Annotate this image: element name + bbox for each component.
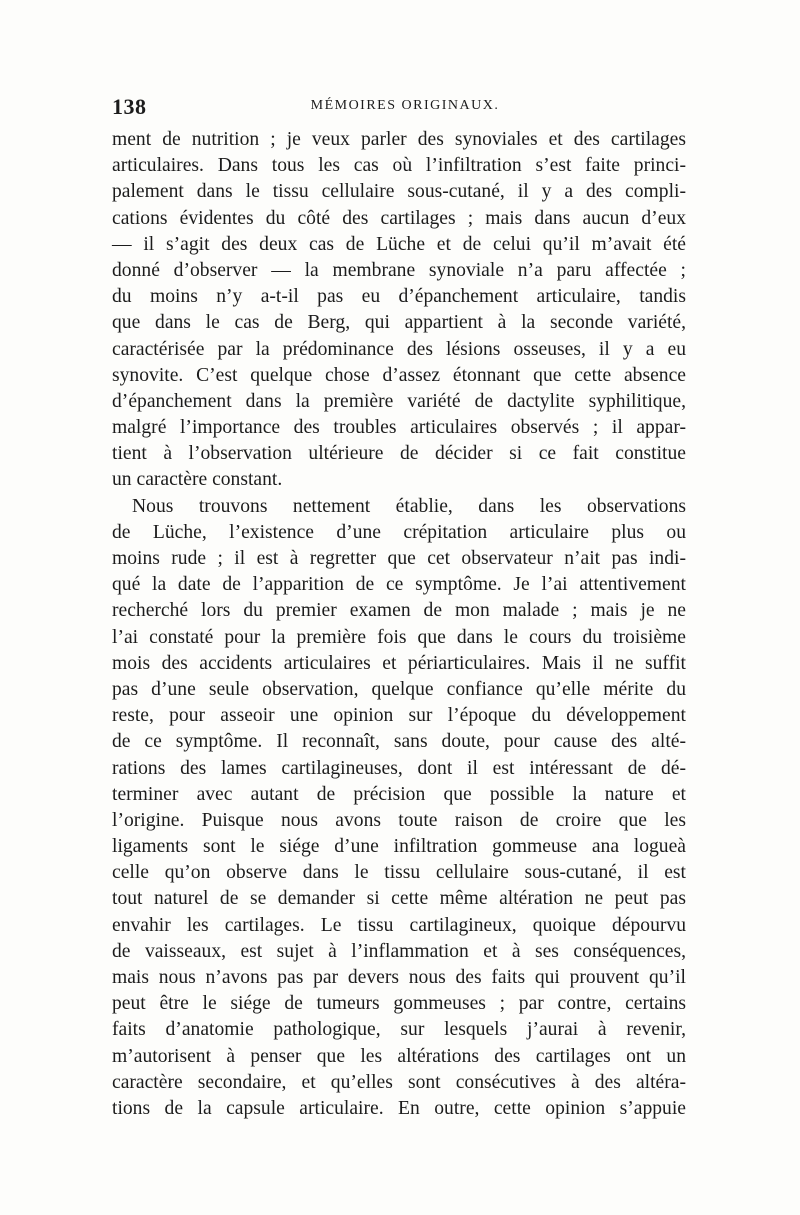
text-line: de vaisseaux, est sujet à l’inflammation et à ses conséquences, [112,940,686,962]
text-line: cations évidentes du côté des cartilages ; mais dans aucun d’eux [112,207,686,229]
text-line: pas d’une seule observation, quelque confiance qu’elle mérite du [112,678,686,700]
text-line: synovite. C’est quelque chose d’assez étonnant que cette absence [112,364,686,386]
text-line: tout naturel de se demander si cette même altération ne peut pas [112,888,686,910]
text-line: faits d’anatomie pathologique, sur lesquels j’aurai à revenir, [112,1019,686,1041]
text-line: du moins n’y a-t-il pas eu d’épanchement articulaire, tandis [112,286,686,308]
text-line: moins rude ; il est à regretter que cet observateur n’ait pas indi- [112,548,686,569]
text-line: — il s’agit des deux cas de Lüche et de celui qu’il m’avait été [112,233,686,255]
text-line: celle qu’on observe dans le tissu cellulaire sous-cutané, il est [112,862,686,884]
text-line: de ce symptôme. Il reconnaît, sans doute, pour cause des alté- [112,731,686,753]
text-line: ment de nutrition ; je veux parler des synoviales et des cartilages [112,129,686,150]
text-line-paragraph-end: un caractère constant. [112,469,283,491]
page-number: 138 [112,94,147,119]
text-line: de Lüche, l’existence d’une crépitation articulaire plus ou [112,521,686,543]
text-line: d’épanchement dans la première variété de dactylite syphilitique, [112,390,686,412]
text-line: caractérisée par la prédominance des lésions osseuses, il y a eu [112,338,686,360]
text-line: reste, pour asseoir une opinion sur l’époque du développement [112,705,686,727]
text-line: caractère secondaire, et qu’elles sont consécutives à des altéra- [112,1071,686,1093]
text-line: recherché lors du premier examen de mon malade ; mais je ne [112,600,686,622]
text-line: qué la date de l’apparition de ce symptôme. Je l’ai attentivement [112,574,686,596]
text-line: peut être le siége de tumeurs gommeuses ; par contre, certains [112,993,686,1015]
text-line: envahir les cartilages. Le tissu cartilagineux, quoique dépourvu [112,914,686,936]
text-line: palement dans le tissu cellulaire sous-cutané, il y a des compli- [112,181,686,203]
text-line: tions de la capsule articulaire. En outre, cette opinion s’appuie [112,1097,686,1119]
text-line: rations des lames cartilagineuses, dont il est intéressant de dé- [112,757,686,779]
body-text [112,127,686,1122]
text-line: donné d’observer — la membrane synoviale n’a paru affectée ; [112,259,686,281]
text-line: mais nous n’avons pas par devers nous des faits qui prouvent qu’il [112,967,686,988]
text-line: malgré l’importance des troubles articulaires observés ; il appar- [112,417,686,439]
text-line: terminer avec autant de précision que possible la nature et [112,783,686,805]
text-line: m’autorisent à penser que les altérations des cartilages ont un [112,1045,686,1067]
text-line: l’ai constaté pour la première fois que dans le cours du troisième [112,626,686,648]
page-header [112,94,698,122]
text-line-paragraph-start: Nous trouvons nettement établie, dans les observations [132,495,686,517]
text-line: ligaments sont le siége d’une infiltration gommeuse ana logueà [112,836,686,858]
text-line: mois des accidents articulaires et périarticulaires. Mais il ne suffit [112,652,686,674]
text-line: articulaires. Dans tous les cas où l’infiltration s’est faite princi- [112,155,686,177]
running-title: MÉMOIRES ORIGINAUX. [310,98,500,113]
text-line: tient à l’observation ultérieure de décider si ce fait constitue [112,443,686,465]
text-line: que dans le cas de Berg, qui appartient à la seconde variété, [112,312,686,334]
text-line: l’origine. Puisque nous avons toute raison de croire que les [112,809,686,831]
